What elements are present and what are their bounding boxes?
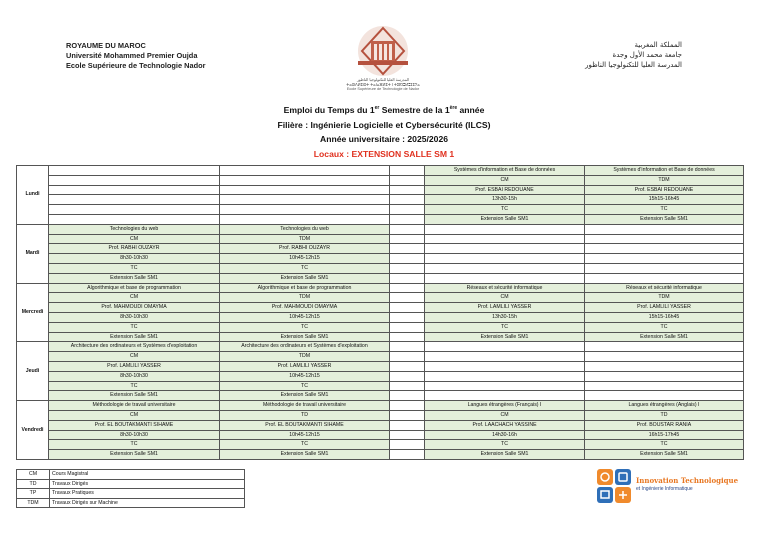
slot-cell: 15h15-16h45: [585, 195, 744, 205]
timetable-row: [17, 312, 744, 322]
timetable-row: [17, 273, 744, 283]
slot-cell: Prof. ESBAI REDOUANE: [585, 185, 744, 195]
empty-cell: [425, 263, 585, 273]
empty-cell: [390, 175, 425, 185]
legend-abbr: TDM: [17, 498, 50, 508]
badge-title: Innovation Technologique: [636, 476, 739, 485]
title-academic-year: Année universitaire : 2025/2026: [319, 134, 449, 144]
empty-cell: [585, 381, 744, 391]
slot-cell: Technologies du web: [49, 224, 220, 234]
slot-cell: Algorithmique et base de programmation: [49, 283, 220, 293]
empty-cell: [390, 450, 425, 460]
slot-cell: CM: [425, 410, 585, 420]
slot-cell: 10h45-12h15: [220, 430, 390, 440]
slot-cell: 10h45-12h15: [220, 312, 390, 322]
slot-cell: Extension Salle SM1: [220, 332, 390, 342]
timetable-row: [17, 263, 744, 273]
empty-cell: [585, 371, 744, 381]
slot-cell: Extension Salle SM1: [49, 450, 220, 460]
empty-cell: [390, 342, 425, 352]
empty-cell: [390, 293, 425, 303]
slot-cell: Extension Salle SM1: [220, 273, 390, 283]
empty-cell: [49, 195, 220, 205]
empty-cell: [390, 361, 425, 371]
empty-cell: [585, 352, 744, 362]
timetable-row: [17, 303, 744, 313]
slot-cell: Prof. LAACHACH YASSINE: [425, 420, 585, 430]
empty-cell: [390, 214, 425, 224]
slot-cell: TC: [585, 205, 744, 215]
slot-cell: TC: [49, 322, 220, 332]
day-label: Mercredi: [17, 283, 49, 342]
innovation-logo-icon: [596, 468, 632, 504]
timetable-row: [17, 234, 744, 244]
slot-cell: Architecture des ordinateurs et Systèmes d'exploitation: [220, 342, 390, 352]
title-semester: Emploi du Temps du 1er Semestre de la 1ère année: [283, 105, 485, 115]
slot-cell: TD: [220, 410, 390, 420]
empty-cell: [585, 224, 744, 234]
title-filiere: Filière : Ingénierie Logicielle et Cybersécurité (ILCS): [277, 119, 491, 130]
slot-cell: Prof. MAHMOUDI OMAYMA: [220, 303, 390, 313]
timetable-row: [17, 166, 744, 176]
logo-caption-line: ⵜⴰⵙⴷⵍⵉⵙⵜ ⵜⴰⵏⴰⴼⵍⵉⵜ ⵏ ⵜⵉⴽⵏⵓⵍⵓⵊⵉⵢⴰ: [346, 82, 420, 87]
slot-cell: CM: [425, 293, 585, 303]
timetable-row: [17, 361, 744, 371]
slot-cell: CM: [425, 175, 585, 185]
badge-subtitle: et Ingénierie Informatique: [636, 486, 693, 492]
slot-cell: TC: [585, 440, 744, 450]
slot-cell: 10h45-12h15: [220, 254, 390, 264]
slot-cell: TC: [49, 263, 220, 273]
empty-cell: [390, 391, 425, 401]
empty-cell: [425, 273, 585, 283]
slot-cell: TDM: [585, 293, 744, 303]
slot-cell: Architecture des ordinateurs et Systèmes d'exploitation: [49, 342, 220, 352]
slot-cell: TC: [585, 322, 744, 332]
empty-cell: [425, 371, 585, 381]
slot-cell: Prof. RABHI OUZAYR: [49, 244, 220, 254]
empty-cell: [390, 440, 425, 450]
slot-cell: Extension Salle SM1: [220, 450, 390, 460]
slot-cell: Prof. LAMLILI YASSER: [49, 361, 220, 371]
empty-cell: [390, 263, 425, 273]
header-right-line: جامعة محمد الأول وجدة: [612, 51, 682, 59]
slot-cell: Extension Salle SM1: [585, 450, 744, 460]
slot-cell: TC: [220, 440, 390, 450]
empty-cell: [425, 224, 585, 234]
empty-cell: [390, 205, 425, 215]
slot-cell: TC: [220, 381, 390, 391]
slot-cell: Prof. LAMLILI YASSER: [220, 361, 390, 371]
empty-cell: [390, 273, 425, 283]
empty-cell: [220, 166, 390, 176]
empty-cell: [585, 273, 744, 283]
header-left-line: Université Mohammed Premier Oujda: [66, 51, 198, 60]
slot-cell: 10h45-12h15: [220, 371, 390, 381]
slot-cell: TD: [585, 410, 744, 420]
slot-cell: TC: [425, 205, 585, 215]
slot-cell: 13h30-15h: [425, 312, 585, 322]
slot-cell: Extension Salle SM1: [425, 332, 585, 342]
slot-cell: TC: [220, 322, 390, 332]
empty-cell: [49, 166, 220, 176]
empty-cell: [425, 352, 585, 362]
slot-cell: Réseaux et sécurité informatique: [425, 283, 585, 293]
slot-cell: TDM: [220, 234, 390, 244]
slot-cell: Prof. EL BOUTAKMANTI SIHAME: [220, 420, 390, 430]
slot-cell: Prof. LAMLILI YASSER: [425, 303, 585, 313]
day-label: Lundi: [17, 166, 49, 225]
logo-caption-line: المدرسة العليا للتكنولوجيا الناظور: [356, 78, 410, 82]
empty-cell: [585, 244, 744, 254]
empty-cell: [49, 214, 220, 224]
slot-cell: 13h30-15h: [425, 195, 585, 205]
empty-cell: [390, 352, 425, 362]
empty-cell: [585, 263, 744, 273]
empty-cell: [49, 175, 220, 185]
empty-cell: [425, 391, 585, 401]
slot-cell: 8h30-10h30: [49, 371, 220, 381]
slot-cell: TC: [220, 263, 390, 273]
header-right-line: المملكة المغربية: [634, 41, 682, 49]
document-titles: [0, 103, 768, 161]
empty-cell: [585, 234, 744, 244]
empty-cell: [220, 195, 390, 205]
empty-cell: [220, 185, 390, 195]
school-logo-caption: [330, 78, 436, 92]
empty-cell: [390, 410, 425, 420]
slot-cell: Prof. EL BOUTAKMANTI SIHAME: [49, 420, 220, 430]
timetable-row: [17, 254, 744, 264]
slot-cell: 16h15-17h45: [585, 430, 744, 440]
day-label: Jeudi: [17, 342, 49, 401]
timetable-row: [17, 450, 744, 460]
legend-row: [17, 489, 245, 499]
timetable-row: [17, 440, 744, 450]
slot-cell: Extension Salle SM1: [49, 391, 220, 401]
timetable-row: [17, 352, 744, 362]
empty-cell: [425, 381, 585, 391]
timetable-row: [17, 381, 744, 391]
timetable-row: [17, 410, 744, 420]
empty-cell: [220, 175, 390, 185]
slot-cell: Langues étrangères (Anglais) I: [585, 401, 744, 411]
slot-cell: Prof. BOUSTAR RANIA: [585, 420, 744, 430]
timetable-row: [17, 205, 744, 215]
empty-cell: [390, 195, 425, 205]
empty-cell: [585, 361, 744, 371]
slot-cell: CM: [49, 293, 220, 303]
slot-cell: CM: [49, 234, 220, 244]
slot-cell: 8h30-10h30: [49, 312, 220, 322]
empty-cell: [390, 166, 425, 176]
legend-row: [17, 470, 245, 480]
header-right: [585, 40, 682, 70]
empty-cell: [390, 283, 425, 293]
slot-cell: TC: [425, 440, 585, 450]
timetable: [16, 165, 744, 460]
empty-cell: [49, 205, 220, 215]
empty-cell: [390, 420, 425, 430]
slot-cell: Extension Salle SM1: [425, 214, 585, 224]
slot-cell: 15h15-16h45: [585, 312, 744, 322]
header-right-line: المدرسة العليا للتكنولوجيا الناظور: [585, 61, 682, 69]
empty-cell: [425, 361, 585, 371]
timetable-row: [17, 391, 744, 401]
slot-cell: Technologies du web: [220, 224, 390, 234]
slot-cell: Réseaux et sécurité informatique: [585, 283, 744, 293]
innovation-badge: [596, 468, 739, 504]
slot-cell: TDM: [585, 175, 744, 185]
empty-cell: [390, 322, 425, 332]
timetable-row: [17, 244, 744, 254]
legend-label: Travaux Dirigés sur Machine: [50, 498, 245, 508]
legend-abbr: CM: [17, 470, 50, 480]
empty-cell: [390, 401, 425, 411]
slot-cell: Extension Salle SM1: [425, 450, 585, 460]
timetable-row: [17, 342, 744, 352]
timetable-row: [17, 224, 744, 234]
slot-cell: Extension Salle SM1: [49, 332, 220, 342]
empty-cell: [585, 254, 744, 264]
empty-cell: [390, 381, 425, 391]
timetable-row: [17, 401, 744, 411]
empty-cell: [425, 254, 585, 264]
empty-cell: [585, 342, 744, 352]
slot-cell: Prof. RABHI OUZAYR: [220, 244, 390, 254]
day-label: Mardi: [17, 224, 49, 283]
legend-abbr: TD: [17, 479, 50, 489]
timetable-row: [17, 420, 744, 430]
timetable-row: [17, 175, 744, 185]
slot-cell: Langues étrangères (Français) I: [425, 401, 585, 411]
timetable-row: [17, 185, 744, 195]
empty-cell: [390, 254, 425, 264]
title-location: Locaux : EXTENSION SALLE SM 1: [313, 148, 455, 159]
legend-table: [16, 469, 245, 508]
empty-cell: [425, 342, 585, 352]
legend-label: Cours Magistral: [50, 470, 245, 480]
empty-cell: [425, 234, 585, 244]
header-left: [66, 41, 206, 71]
slot-cell: Extension Salle SM1: [585, 214, 744, 224]
empty-cell: [390, 185, 425, 195]
slot-cell: TC: [425, 322, 585, 332]
legend-label: Travaux Dirigés: [50, 479, 245, 489]
legend-label: Travaux Pratiques: [50, 489, 245, 499]
slot-cell: Extension Salle SM1: [585, 332, 744, 342]
legend-row: [17, 479, 245, 489]
slot-cell: Extension Salle SM1: [220, 391, 390, 401]
slot-cell: 8h30-10h30: [49, 430, 220, 440]
slot-cell: TDM: [220, 293, 390, 303]
slot-cell: Méthodologie de travail universitaire: [49, 401, 220, 411]
day-label: Vendredi: [17, 401, 49, 460]
timetable-row: [17, 430, 744, 440]
empty-cell: [390, 371, 425, 381]
timetable-row: [17, 371, 744, 381]
slot-cell: Systèmes d'information et Base de données: [585, 166, 744, 176]
legend-abbr: TP: [17, 489, 50, 499]
slot-cell: Algorithmique et base de programmation: [220, 283, 390, 293]
empty-cell: [220, 205, 390, 215]
slot-cell: Systèmes d'information et Base de données: [425, 166, 585, 176]
empty-cell: [390, 234, 425, 244]
slot-cell: 8h30-10h30: [49, 254, 220, 264]
legend-row: [17, 498, 245, 508]
slot-cell: Méthodologie de travail universitaire: [220, 401, 390, 411]
timetable-row: [17, 195, 744, 205]
empty-cell: [390, 430, 425, 440]
logo-caption-line: Ecole Supérieure de Technologie de Nador: [346, 87, 420, 92]
timetable-row: [17, 322, 744, 332]
timetable-row: [17, 214, 744, 224]
timetable-row: [17, 293, 744, 303]
empty-cell: [585, 391, 744, 401]
header-left-line: Ecole Supérieure de Technologie Nador: [66, 61, 206, 70]
slot-cell: Prof. MAHMOUDI OMAYMA: [49, 303, 220, 313]
empty-cell: [49, 185, 220, 195]
timetable-row: [17, 283, 744, 293]
timetable-row: [17, 332, 744, 342]
empty-cell: [390, 244, 425, 254]
slot-cell: Prof. ESBAI REDOUANE: [425, 185, 585, 195]
slot-cell: TC: [49, 381, 220, 391]
empty-cell: [390, 303, 425, 313]
empty-cell: [390, 312, 425, 322]
slot-cell: Prof. LAMLILI YASSER: [585, 303, 744, 313]
slot-cell: 14h30-16h: [425, 430, 585, 440]
empty-cell: [390, 332, 425, 342]
slot-cell: TDM: [220, 352, 390, 362]
header-left-line: ROYAUME DU MAROC: [66, 41, 146, 50]
slot-cell: CM: [49, 352, 220, 362]
slot-cell: Extension Salle SM1: [49, 273, 220, 283]
empty-cell: [425, 244, 585, 254]
empty-cell: [390, 224, 425, 234]
empty-cell: [220, 214, 390, 224]
slot-cell: TC: [49, 440, 220, 450]
slot-cell: CM: [49, 410, 220, 420]
